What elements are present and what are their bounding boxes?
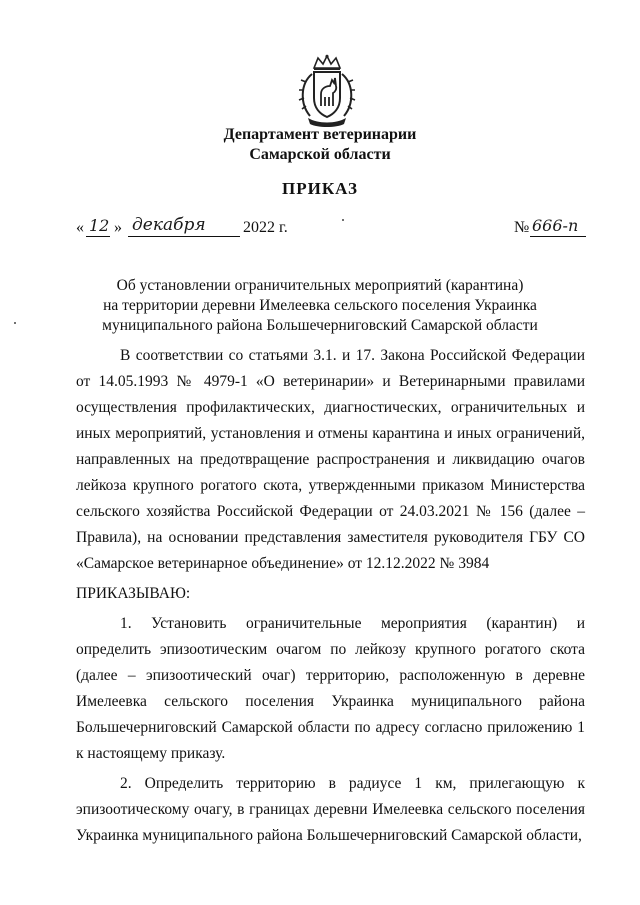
subject-line: муниципального района Большечерниговский Самарской области — [102, 317, 538, 334]
date-month-handwritten: декабря — [132, 215, 206, 235]
order-item-1: 1. Установить ограничительные мероприятия (карантин) и определить эпизоотическим очагом по лейкозу крупного рогатого скота (далее – эпизоотический очаг) территорию, расположенную в деревне Имелеевка сельского поселения Украинка муниципального района Большечерниговский Самарской области по адресу согласно приложению 1 к настоящему приказу. — [76, 615, 585, 762]
order-title: ПРИКАЗ — [282, 179, 358, 198]
samara-coat-of-arms-icon — [296, 54, 358, 128]
order-number — [514, 216, 594, 243]
date-day-handwritten: 12 — [89, 216, 110, 235]
scan-speck — [14, 322, 16, 324]
order-body — [76, 343, 585, 853]
preamble-paragraph: В соответствии со статьями 3.1. и 17. Закона Российской Федерации от 14.05.1993 № 4979-1 «О ветеринарии» и Ветеринарными правилами осуществления профилактических, диагностических, ограничительных и иных мероприятий, установления и отмены карантина и иных ограничений, направленных на предотвращение распространения и ликвидацию очагов лейкоза крупного рогатого скота, утвержденными приказом Министерства сельского хозяйства Российской Федерации от 24.03.2021 № 156 (далее – Правила), на основании представления заместителя руководителя ГБУ СО «Самарское ветеринарное объединение» от 12.12.2022 № 3984 — [76, 347, 585, 572]
order-word: ПРИКАЗЫВАЮ: — [76, 585, 191, 602]
order-item-2: 2. Определить территорию в радиусе 1 км, прилегающую к эпизоотическому очагу, в границах деревни Имелеевка сельского поселения Украинка муниципального района Большечерниговский Самарской области, — [76, 775, 585, 844]
department-name-line1: Департамент ветеринарии — [223, 126, 417, 143]
date-close-quote: » — [114, 219, 122, 236]
subject-line: на территории деревни Имелеевка сельского поселения Украинка — [103, 297, 537, 314]
number-sign: № — [514, 219, 530, 236]
number-value-handwritten: 666-п — [532, 216, 579, 235]
date-year: 2022 г. — [243, 219, 288, 236]
department-name-line2: Самарской области — [249, 146, 391, 163]
order-subject — [60, 276, 580, 336]
date-open-quote: « — [76, 219, 84, 236]
scan-speck — [342, 219, 344, 221]
subject-line: Об установлении ограничительных мероприятий (карантина) — [116, 277, 524, 294]
order-date — [76, 215, 296, 243]
